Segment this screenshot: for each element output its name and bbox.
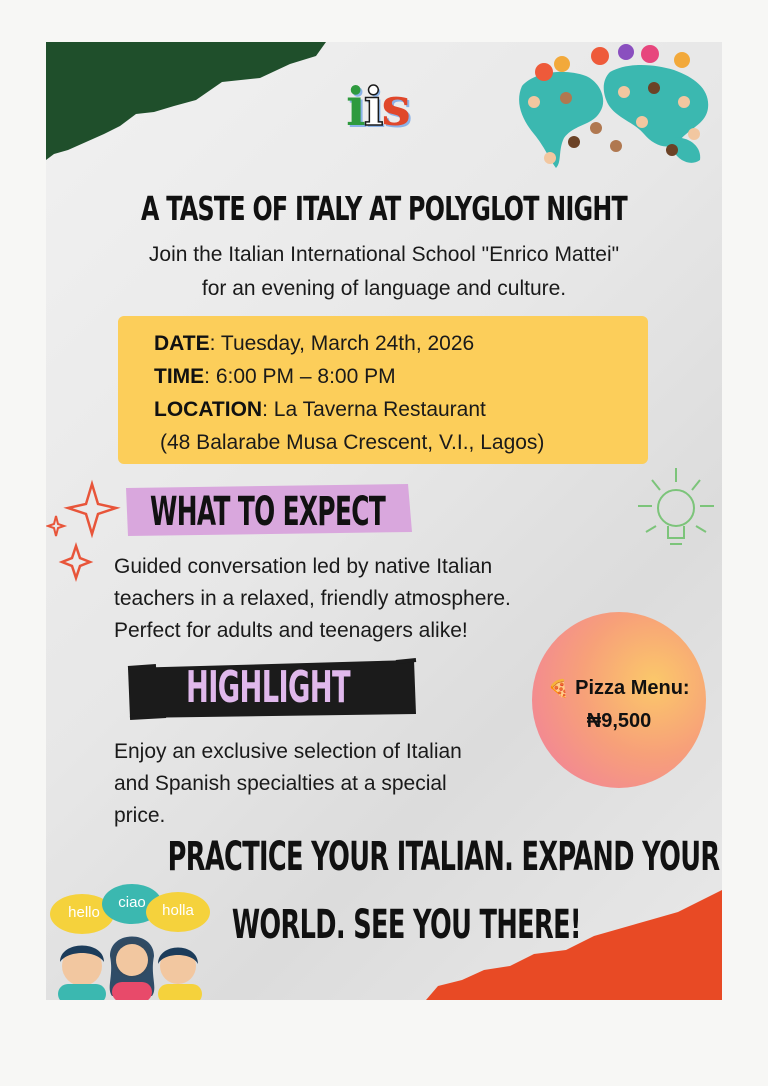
pizza-icon: 🍕 [548,679,570,698]
intro-line: for an evening of language and culture. [201,277,567,300]
closing-line: PRACTICE YOUR ITALIAN. EXPAND YOUR [167,834,720,880]
what-to-expect-text [114,551,511,647]
logo-letter: s [381,77,409,138]
paragraph-line: Guided conversation led by native Italian [114,555,493,578]
pizza-menu-label-row [532,672,706,705]
location-label: LOCATION [154,398,263,421]
highlight-text [114,736,462,832]
time-label: TIME [154,365,205,388]
event-details [154,327,544,459]
paragraph-line: Perfect for adults and teenagers alike! [114,619,468,642]
school-logo [346,77,409,138]
date-value: : Tuesday, March 24th, 2026 [209,332,475,355]
logo-letter: i [346,77,364,138]
event-title: A TASTE OF ITALY AT POLYGLOT NIGHT [140,189,628,228]
location-value: : La Taverna Restaurant [262,398,486,421]
date-label: DATE [154,332,210,355]
flyer [46,42,722,1000]
speech-bubble-text: holla [162,902,194,919]
pizza-menu-label: Pizza Menu: [575,677,690,699]
intro-text [46,238,722,306]
location-row [154,393,544,426]
light-bulb-icon [626,456,722,556]
logo-letter: i [363,77,382,138]
highlight-heading: HIGHLIGHT [186,662,350,713]
speech-bubble-text: ciao [118,894,146,911]
what-to-expect-heading: WHAT TO EXPECT [150,489,386,535]
time-row [154,360,544,393]
speech-bubble-text: hello [68,904,100,921]
time-value: : 6:00 PM – 8:00 PM [204,365,396,388]
intro-line: Join the Italian International School "Enrico Mattei" [148,243,620,266]
paragraph-line: price. [114,804,166,827]
closing-line: WORLD. SEE YOU THERE! [231,902,581,948]
date-row [154,327,544,360]
pizza-price: ₦9,500 [586,710,652,732]
paragraph-line: and Spanish specialties at a special [114,772,447,795]
paragraph-line: teachers in a relaxed, friendly atmosphere. [114,587,511,610]
paragraph-line: Enjoy an exclusive selection of Italian [114,740,462,763]
world-map-people-illustration [504,42,722,172]
green-torn-paper [46,42,336,167]
address-row: (48 Balarabe Musa Crescent, V.I., Lagos) [160,431,545,454]
pizza-menu-text [532,672,706,737]
